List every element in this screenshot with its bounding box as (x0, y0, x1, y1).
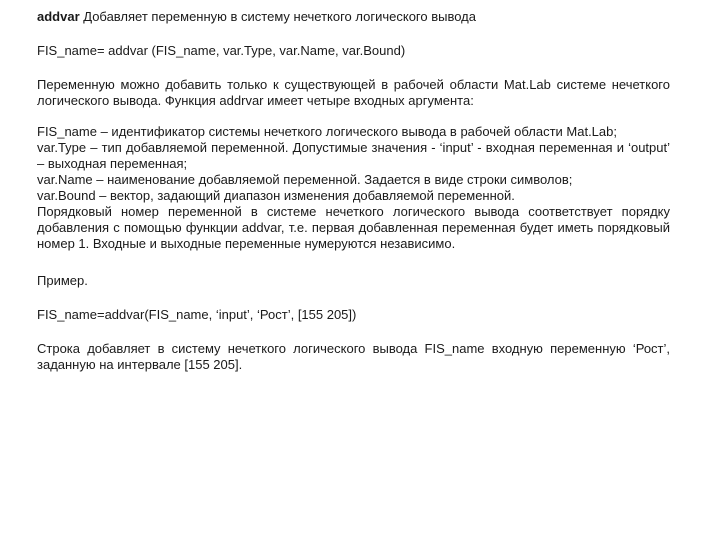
function-name: addvar (37, 9, 80, 24)
example-result-paragraph: Строка добавляет в систему нечеткого логического вывода FIS_name входную переменную ‘Рост’, заданную на интервале [155 205]. (37, 341, 670, 372)
example-label: Пример. (37, 273, 88, 288)
argument-item: var.Bound – вектор, задающий диапазон изменения добавляемой переменной. (37, 188, 515, 203)
intro-paragraph: Переменную можно добавить только к существующей в рабочей области Mat.Lab системе нечеткого логического вывода. Функция addrvar имеет четыре входных аргумента: (37, 77, 670, 108)
order-note-paragraph: Порядковый номер переменной в системе нечеткого логического вывода соответствует порядку добавления с помощью функции addvar, т.е. первая добавленная переменная будет иметь порядковый номер 1. Входные и выходные переменные нумеруются независимо. (37, 204, 670, 251)
argument-item: var.Type – тип добавляемой переменной. Допустимые значения - ‘input’ - входная переменная и ‘output’ – выходная переменная; (37, 140, 670, 171)
argument-item: FIS_name – идентификатор системы нечеткого логического вывода в рабочей области Mat.Lab; (37, 124, 617, 139)
arguments-list (37, 124, 670, 252)
function-description: Добавляет переменную в систему нечеткого логического вывода (79, 9, 477, 24)
example-code: FIS_name=addvar(FIS_name, ‘input’, ‘Рост’, [155 205]) (37, 307, 357, 322)
syntax-line: FIS_name= addvar (FIS_name, var.Type, var.Name, var.Bound) (37, 43, 406, 58)
argument-item: var.Name – наименование добавляемой переменной. Задается в виде строки символов; (37, 172, 573, 187)
function-heading (37, 9, 670, 25)
